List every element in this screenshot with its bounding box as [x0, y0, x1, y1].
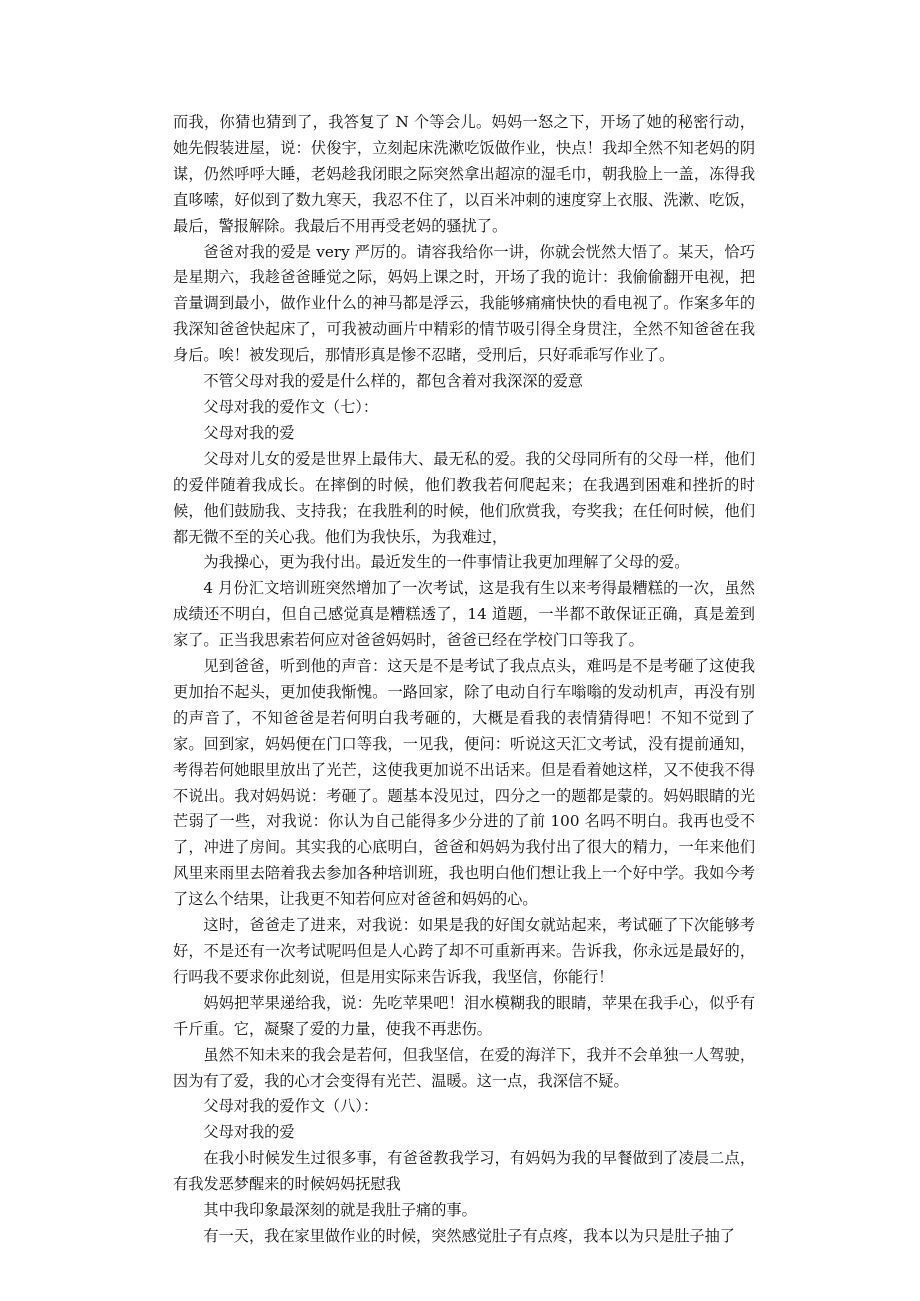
- section-heading-7: 父母对我的爱作文（七）：: [203, 397, 379, 416]
- paragraph-11: 妈妈把苹果递给我，说：先吃苹果吧！泪水模糊我的眼睛，苹果在我手心，似乎有千斤重。它，凝聚了爱的力量，使我不再悲伤。: [173, 993, 755, 1038]
- paragraph-6: 父母对儿女的爱是世界上最伟大、最无私的爱。我的父母同所有的父母一样，他们的爱伴随着我成长。在摔倒的时候，他们教我若何爬起来；在我遇到困难和挫折的时候，他们鼓励我、支持我；在我胜利的时候，他们欣赏我，夸奖我；在任何时候，他们都无微不至的关心我。他们为我快乐，为我难过，: [173, 449, 755, 546]
- paragraph-8: 4 月份汇文培训班突然增加了一次考试，这是我有生以来考得最糟糕的一次，虽然成绩还不明白，但自己感觉真是糟糕透了，14 道题，一半都不敢保证正确，真是羞到家了。正当我思索若何应对爸爸妈妈时，爸爸已经在学校门口等我了。: [173, 579, 755, 650]
- paragraph-9: 见到爸爸，听到他的声音：这天是不是考试了我点点头，难吗是不是考砸了这使我更加抬不起头，更加使我惭愧。一路回家，除了电动自行车嗡嗡的发动机声，再没有别的声音了，不知爸爸是若何明白我考砸的，大概是看我的表情猜得吧！不知不觉到了家。回到家，妈妈便在门口等我，一见我，便问：听说这天汇文考试，没有提前通知，考得若何她眼里放出了光芒，这使我更加说不出话来。但是看着她这样，又不使我不得不说出。我对妈妈说：考砸了。题基本没见过，四分之一的题都是蒙的。妈妈眼睛的光芒弱了一些，对我说：你认为自己能得多少分进的了前 100 名吗不明白。我再也受不了，冲进了房间。其实我的心底明白，爸爸和妈妈为我付出了很大的精力，一年来他们风里来雨里去陪着我去参加各种培训班，我也明白他们想让我上一个好中学。我如今考了这么个结果，让我更不知若何应对爸爸和妈妈的心。: [173, 657, 755, 909]
- paragraph-16: 其中我印象最深刻的就是我肚子痛的事。: [203, 1201, 477, 1220]
- paragraph-3: 不管父母对我的爱是什么样的，都包含着对我深深的爱意: [203, 372, 584, 391]
- paragraph-7: 为我操心，更为我付出。最近发生的一件事情让我更加理解了父母的爱。: [203, 553, 690, 572]
- section-title-8: 父母对我的爱: [203, 1123, 295, 1142]
- paragraph-1: 而我，你猜也猜到了，我答复了 N 个等会儿。妈妈一怒之下，开场了她的秘密行动，她先假装进屋，说：伏俊宇，立刻起床洗漱吃饭做作业，快点！我却全然不知老妈的阴谋，仍然呼呼大睡，老妈趁我闭眼之际突然拿出超凉的湿毛巾，朝我脸上一盖，冻得我直哆嗦，好似到了数九寒天，我忍不住了，以百米冲刺的速度穿上衣服、洗漱、吃饭，最后，警报解除。我最后不用再受老妈的骚扰了。: [173, 113, 755, 235]
- section-title-7: 父母对我的爱: [203, 423, 295, 442]
- paragraph-2: 爸爸对我的爱是 very 严厉的。请容我给你一讲，你就会恍然大悟了。某天，恰巧是星期六，我趁爸爸睡觉之际，妈妈上课之时，开场了我的诡计：我偷偷翻开电视，把音量调到最小，做作业什么的神马都是浮云，我能够痛痛快快的看电视了。作案多年的我深知爸爸快起床了，可我被动画片中精彩的情节吸引得全身贯注，全然不知爸爸在我身后。唉！被发现后，那情形真是惨不忍睹，受刑后，只好乖乖写作业了。: [173, 242, 755, 365]
- document-page: [173, 110, 755, 1250]
- paragraph-17: 有一天，我在家里做作业的时候，突然感觉肚子有点疼，我本以为只是肚子抽了: [203, 1226, 735, 1245]
- paragraph-10: 这时，爸爸走了进来，对我说：如果是我的好闺女就站起来，考试砸了下次能够考好，不是还有一次考试呢吗但是人心跨了却不可重新再来。告诉我，你永远是最好的，行吗我不要求你此刻说，但是用实际来告诉我，我坚信，你能行！: [173, 916, 755, 986]
- paragraph-12: 虽然不知未来的我会是若何，但我坚信，在爱的海洋下，我并不会单独一人驾驶，因为有了爱，我的心才会变得有光芒、温暖。这一点，我深信不疑。: [173, 1045, 755, 1090]
- paragraph-15: 在我小时候发生过很多事，有爸爸教我学习，有妈妈为我的早餐做到了凌晨二点，有我发恶梦醒来的时候妈妈抚慰我: [173, 1149, 755, 1194]
- section-heading-8: 父母对我的爱作文（八）：: [203, 1097, 379, 1116]
